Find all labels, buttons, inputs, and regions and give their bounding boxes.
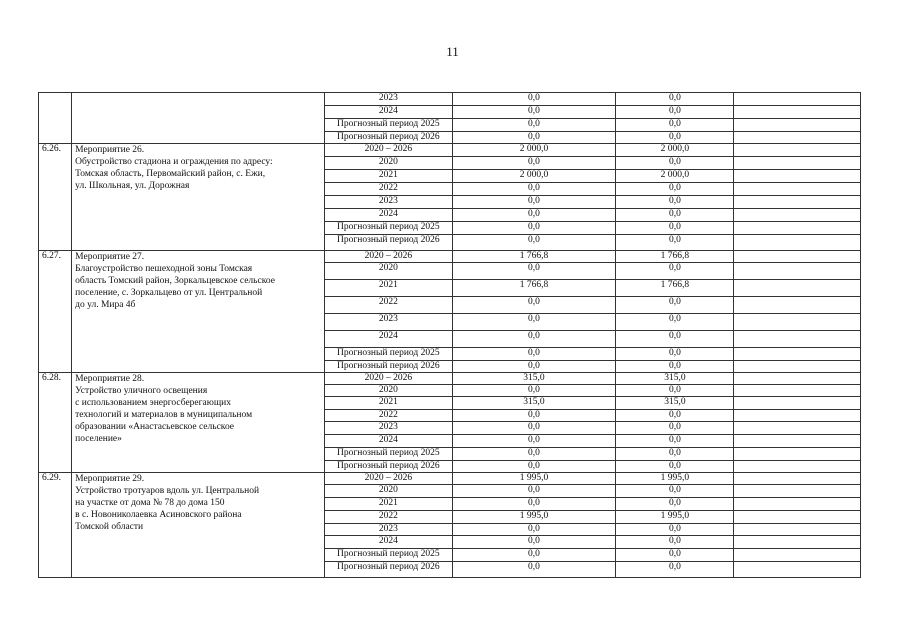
period-cell: 2020 [325, 485, 452, 498]
budget-value-cell: 0,0 [616, 524, 734, 536]
budget-value-cell: 0,0 [616, 196, 734, 209]
budget-value-cell: 0,0 [616, 549, 734, 562]
total-value-cell: 0,0 [452, 498, 616, 511]
empty-cell [734, 348, 861, 361]
empty-cell [734, 511, 861, 524]
total-value-cell: 0,0 [452, 196, 616, 209]
empty-cell [734, 263, 861, 280]
empty-cell [734, 485, 861, 498]
total-value-cell: 0,0 [452, 536, 616, 549]
budget-value-cell: 0,0 [616, 132, 734, 144]
period-cell: Прогнозный период 2026 [325, 235, 452, 251]
budget-value-cell: 2 000,0 [616, 144, 734, 157]
period-cell: Прогнозный период 2026 [325, 361, 452, 373]
total-value-cell: 0,0 [452, 448, 616, 461]
total-value-cell: 0,0 [452, 183, 616, 196]
budget-value-cell: 1 995,0 [616, 473, 734, 485]
budget-value-cell: 0,0 [616, 461, 734, 473]
empty-cell [734, 235, 861, 251]
activity-number: 6.26. [39, 144, 72, 251]
period-cell: 2024 [325, 106, 452, 119]
description-line: ул. Школьная, ул. Дорожная [75, 181, 190, 191]
budget-value-cell: 0,0 [616, 297, 734, 314]
budget-value-cell: 0,0 [616, 222, 734, 235]
description-line: на участке от дома № 78 до дома 150 [75, 498, 225, 508]
total-value-cell: 0,0 [452, 119, 616, 132]
total-value-cell: 1 995,0 [452, 511, 616, 524]
activity-description [72, 93, 325, 144]
total-value-cell: 2 000,0 [452, 170, 616, 183]
period-cell: 2021 [325, 498, 452, 511]
period-cell: 2022 [325, 410, 452, 422]
activity-number: 6.29. [39, 473, 72, 578]
funding-table-body [39, 93, 861, 578]
activity-number [39, 93, 72, 144]
period-cell: 2024 [325, 536, 452, 549]
activity-description [72, 473, 325, 578]
period-cell: 2023 [325, 422, 452, 435]
total-value-cell: 0,0 [452, 361, 616, 373]
table-row [39, 93, 861, 106]
period-cell: 2021 [325, 280, 452, 297]
empty-cell [734, 422, 861, 435]
description-line: с использованием энергосберегающих [75, 398, 231, 408]
empty-cell [734, 183, 861, 196]
total-value-cell: 0,0 [452, 435, 616, 448]
description-line: Обустройство стадиона и ограждения по адресу: [75, 157, 273, 167]
empty-cell [734, 209, 861, 222]
budget-value-cell: 0,0 [616, 448, 734, 461]
total-value-cell: 0,0 [452, 297, 616, 314]
description-line: Устройство уличного освещения [75, 386, 208, 396]
budget-value-cell: 0,0 [616, 331, 734, 348]
description-line: Мероприятие 28. [75, 374, 145, 384]
budget-value-cell: 1 766,8 [616, 280, 734, 297]
total-value-cell: 0,0 [452, 422, 616, 435]
description-line: технологий и материалов в муниципальном [75, 410, 253, 420]
budget-value-cell: 0,0 [616, 435, 734, 448]
activity-description [72, 373, 325, 473]
total-value-cell: 1 995,0 [452, 473, 616, 485]
description-line: поселение, с. Зоркальцево от ул. Центральной [75, 288, 263, 298]
total-value-cell: 0,0 [452, 410, 616, 422]
activity-number: 6.27. [39, 251, 72, 373]
empty-cell [734, 314, 861, 331]
budget-value-cell: 0,0 [616, 263, 734, 280]
period-cell: 2024 [325, 209, 452, 222]
period-cell: 2023 [325, 524, 452, 536]
period-cell: Прогнозный период 2025 [325, 348, 452, 361]
empty-cell [734, 373, 861, 385]
budget-value-cell: 0,0 [616, 157, 734, 170]
activity-description [72, 144, 325, 251]
total-value-cell: 0,0 [452, 263, 616, 280]
empty-cell [734, 170, 861, 183]
empty-cell [734, 119, 861, 132]
budget-value-cell: 1 995,0 [616, 511, 734, 524]
empty-cell [734, 524, 861, 536]
budget-value-cell: 315,0 [616, 373, 734, 385]
period-cell: 2020 [325, 263, 452, 280]
period-cell: 2020 [325, 385, 452, 397]
page-number: 11 [446, 44, 459, 59]
budget-value-cell: 0,0 [616, 119, 734, 132]
description-line: область Томский район, Зоркальцевское сельское [75, 276, 275, 286]
empty-cell [734, 562, 861, 578]
budget-value-cell: 0,0 [616, 498, 734, 511]
budget-value-cell: 0,0 [616, 361, 734, 373]
activity-number: 6.28. [39, 373, 72, 473]
empty-cell [734, 144, 861, 157]
empty-cell [734, 461, 861, 473]
budget-value-cell: 0,0 [616, 422, 734, 435]
budget-value-cell: 0,0 [616, 562, 734, 578]
total-value-cell: 2 000,0 [452, 144, 616, 157]
budget-value-cell: 0,0 [616, 410, 734, 422]
total-value-cell: 0,0 [452, 235, 616, 251]
period-cell: Прогнозный период 2026 [325, 461, 452, 473]
empty-cell [734, 410, 861, 422]
total-value-cell: 0,0 [452, 209, 616, 222]
period-cell: 2020 – 2026 [325, 473, 452, 485]
period-cell: 2022 [325, 297, 452, 314]
empty-cell [734, 157, 861, 170]
total-value-cell: 1 766,8 [452, 251, 616, 263]
budget-value-cell: 0,0 [616, 235, 734, 251]
period-cell: 2023 [325, 196, 452, 209]
empty-cell [734, 435, 861, 448]
empty-cell [734, 297, 861, 314]
funding-table [38, 92, 861, 578]
description-line: до ул. Мира 4б [75, 300, 136, 310]
period-cell: 2023 [325, 314, 452, 331]
total-value-cell: 0,0 [452, 106, 616, 119]
period-cell: 2022 [325, 511, 452, 524]
total-value-cell: 315,0 [452, 373, 616, 385]
total-value-cell: 0,0 [452, 314, 616, 331]
budget-value-cell: 0,0 [616, 314, 734, 331]
description-line: образовании «Анастасьевское сельское [75, 422, 235, 432]
period-cell: Прогнозный период 2025 [325, 119, 452, 132]
total-value-cell: 315,0 [452, 397, 616, 410]
empty-cell [734, 397, 861, 410]
empty-cell [734, 361, 861, 373]
activity-description [72, 251, 325, 373]
budget-value-cell: 0,0 [616, 209, 734, 222]
total-value-cell: 0,0 [452, 348, 616, 361]
period-cell: 2020 – 2026 [325, 144, 452, 157]
budget-value-cell: 0,0 [616, 93, 734, 106]
total-value-cell: 0,0 [452, 157, 616, 170]
budget-value-cell: 0,0 [616, 106, 734, 119]
description-line: Мероприятие 26. [75, 145, 145, 155]
total-value-cell: 0,0 [452, 549, 616, 562]
budget-value-cell: 315,0 [616, 397, 734, 410]
period-cell: Прогнозный период 2026 [325, 132, 452, 144]
period-cell: 2021 [325, 170, 452, 183]
empty-cell [734, 222, 861, 235]
period-cell: Прогнозный период 2025 [325, 549, 452, 562]
period-cell: Прогнозный период 2026 [325, 562, 452, 578]
budget-value-cell: 1 766,8 [616, 251, 734, 263]
period-cell: 2021 [325, 397, 452, 410]
description-line: Томская область, Первомайский район, с. Ежи, [75, 169, 266, 179]
empty-cell [734, 331, 861, 348]
total-value-cell: 0,0 [452, 485, 616, 498]
empty-cell [734, 498, 861, 511]
budget-value-cell: 2 000,0 [616, 170, 734, 183]
empty-cell [734, 536, 861, 549]
budget-value-cell: 0,0 [616, 183, 734, 196]
empty-cell [734, 132, 861, 144]
total-value-cell: 0,0 [452, 385, 616, 397]
empty-cell [734, 385, 861, 397]
description-line: Благоустройство пешеходной зоны Томская [75, 264, 253, 274]
empty-cell [734, 280, 861, 297]
period-cell: 2024 [325, 435, 452, 448]
total-value-cell: 0,0 [452, 524, 616, 536]
total-value-cell: 0,0 [452, 461, 616, 473]
period-cell: 2020 – 2026 [325, 251, 452, 263]
budget-value-cell: 0,0 [616, 348, 734, 361]
period-cell: Прогнозный период 2025 [325, 448, 452, 461]
description-line: Мероприятие 29. [75, 474, 145, 484]
total-value-cell: 0,0 [452, 222, 616, 235]
period-cell: 2023 [325, 93, 452, 106]
period-cell: 2020 – 2026 [325, 373, 452, 385]
description-line: Томской области [75, 522, 144, 532]
description-line: Устройство тротуаров вдоль ул. Центральной [75, 486, 260, 496]
period-cell: 2024 [325, 331, 452, 348]
total-value-cell: 0,0 [452, 93, 616, 106]
description-line: в с. Новониколаевка Асиновского района [75, 510, 242, 520]
total-value-cell: 0,0 [452, 132, 616, 144]
empty-cell [734, 251, 861, 263]
total-value-cell: 0,0 [452, 331, 616, 348]
empty-cell [734, 448, 861, 461]
empty-cell [734, 473, 861, 485]
table-row [39, 144, 861, 157]
empty-cell [734, 106, 861, 119]
total-value-cell: 1 766,8 [452, 280, 616, 297]
description-line: Мероприятие 27. [75, 252, 145, 262]
description-line: поселение» [75, 434, 122, 444]
table-row [39, 251, 861, 263]
empty-cell [734, 93, 861, 106]
empty-cell [734, 196, 861, 209]
table-row [39, 473, 861, 485]
period-cell: Прогнозный период 2025 [325, 222, 452, 235]
table-row [39, 373, 861, 385]
period-cell: 2022 [325, 183, 452, 196]
budget-value-cell: 0,0 [616, 485, 734, 498]
empty-cell [734, 549, 861, 562]
period-cell: 2020 [325, 157, 452, 170]
budget-value-cell: 0,0 [616, 385, 734, 397]
total-value-cell: 0,0 [452, 562, 616, 578]
budget-value-cell: 0,0 [616, 536, 734, 549]
